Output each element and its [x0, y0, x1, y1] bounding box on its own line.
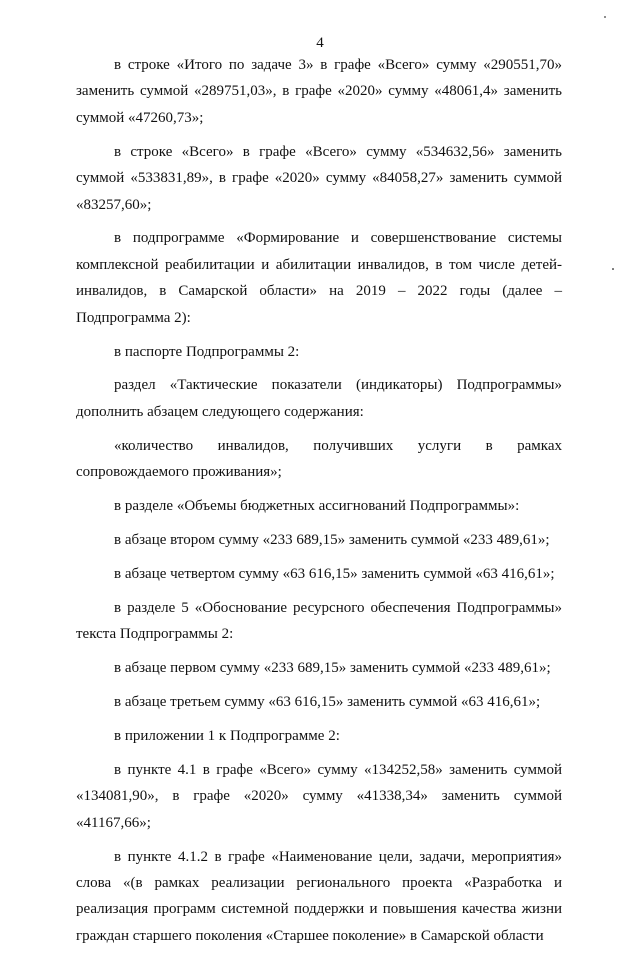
paragraph: в строке «Итого по задаче 3» в графе «Всего» сумму «290551,70» заменить суммой «289751,03», в графе «2020» сумму «48061,4» заменить суммой «47260,73»; [76, 57, 562, 126]
paragraph: в паспорте Подпрограммы 2: [114, 343, 300, 360]
paragraph: в строке «Всего» в графе «Всего» сумму «534632,56» заменить суммой «533831,89», в графе «2020» сумму «84058,27» заменить суммой «83257,60»; [76, 143, 562, 213]
paragraph: в разделе 5 «Обоснование ресурсного обеспечения Подпрограммы» текста Подпрограммы 2: [76, 599, 562, 643]
paragraph: в подпрограмме «Формирование и совершенствование системы комплексной реабилитации и абилитации инвалидов, в том числе детей-инвалидов, в Самарской области» на 2019 – 2022 годы (далее – Подпрограмма 2): [76, 230, 562, 326]
paragraph: в абзаце втором сумму «233 689,15» заменить суммой «233 489,61»; [114, 532, 550, 548]
document-body [76, 52, 562, 957]
paragraph: «количество инвалидов, получивших услуги в рамках сопровождаемого проживания»; [76, 437, 562, 481]
paragraph: в абзаце третьем сумму «63 616,15» заменить суммой «63 416,61»; [114, 694, 541, 711]
page-number: 4 [316, 35, 324, 51]
paragraph: раздел «Тактические показатели (индикаторы) Подпрограммы» дополнить абзацем следующего содержания: [76, 377, 562, 420]
paragraph: в абзаце первом сумму «233 689,15» заменить суммой «233 489,61»; [114, 660, 551, 677]
scan-speck [604, 16, 606, 18]
paragraph: в разделе «Объемы бюджетных ассигнований Подпрограммы»: [114, 498, 520, 515]
paragraph: в пункте 4.1 в графе «Всего» сумму «134252,58» заменить суммой «134081,90», в графе «2020» сумму «41338,34» заменить суммой «41167,66»; [76, 761, 562, 831]
paragraph: в приложении 1 к Подпрограмме 2: [114, 727, 340, 744]
paragraph: в абзаце четвертом сумму «63 616,15» заменить суммой «63 416,61»; [114, 565, 555, 582]
scan-speck [612, 268, 614, 270]
paragraph: в пункте 4.1.2 в графе «Наименование цели, задачи, мероприятия» слова «(в рамках реализации регионального проекта «Разработка и реализация программ системной поддержки и повышения качества жизни граждан старшего поколения «Старшее поколение» в Самарской области [76, 848, 562, 944]
